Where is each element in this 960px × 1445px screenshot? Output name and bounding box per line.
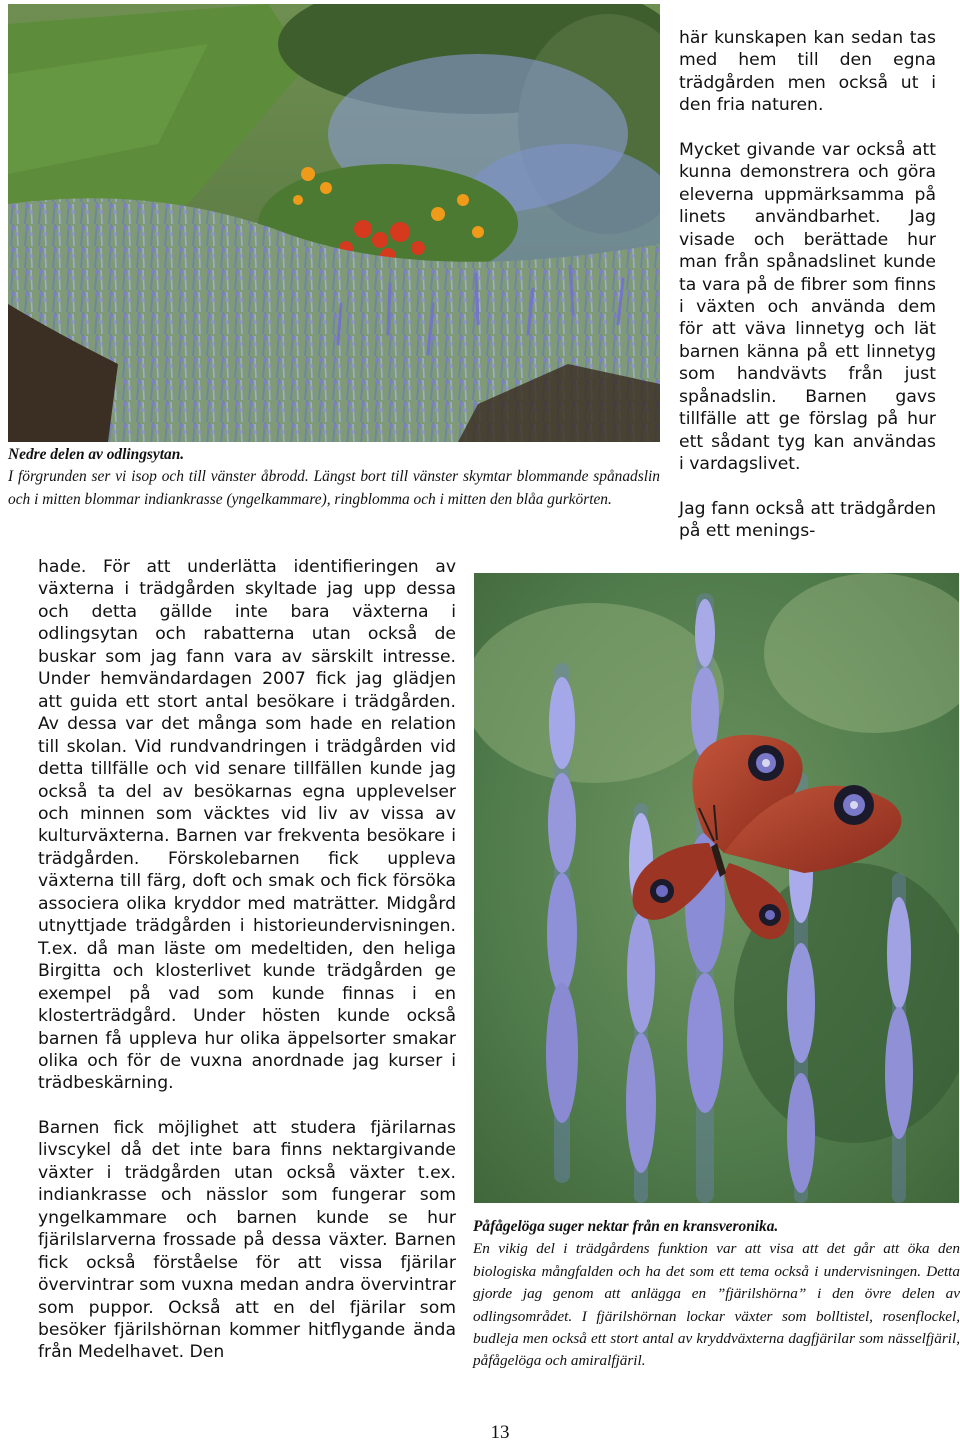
garden-photo-image [8,4,660,442]
garden-caption [8,444,660,511]
left-column-text [38,556,456,1364]
garden-caption-title: Nedre delen av odlingsytan. [8,446,185,463]
butterfly-photo-image [474,573,959,1203]
butterfly-caption [473,1216,960,1373]
right-column-text [679,27,936,543]
butterfly-caption-title: Påfågelöga suger nektar från en kransveronika. [473,1218,779,1235]
right-paragraph-1: här kunskapen kan sedan tas med hem till den egna trädgården men också ut i den fria naturen. [679,28,936,116]
garden-caption-body: I förgrunden ser vi isop och till vänster åbrodd. Längst bort till vänster skymtar blommande spånadslin och i mitten blommar indiankrasse (yngelkammare), ringblomma och i mitten den blåa gurkörten. [8,468,660,508]
page-number: 13 [490,1422,510,1443]
left-paragraph-2: Barnen fick möjlighet att studera fjärilarnas livscykel då det inte bara finns nektargivande växter i trädgården utan också växter t.ex. indiankrasse och nässlor som fungerar som yngelkammare och barnen kunde se hur fjärilslarverna frossade på dessa växter. Barnen fick också förståelse för att vissa fjärilar övervintrar som vuxna medan andra övervintrar som puppor. Också att en del fjärilar som besöker fjärilshörnan kommer hitflygande ända från Medelhavet. Den [38,1117,456,1363]
right-paragraph-2: Mycket givande var också att kunna demonstrera och göra eleverna uppmärksamma på linets användbarhet. Jag visade och berättade hur man från spånadslinet kunde ta vara på de fibrer som finns i växten och använda dem för att väva linnetyg och lät barnen känna på ett linnetyg som handvävts från just spånadslin. Barnen gavs tillfälle att ge förslag på hur ett sådant tyg kan användas i vardagslivet. [679,139,936,475]
butterfly-photo [474,573,959,1203]
butterfly-caption-body: En vikig del i trädgårdens funktion var att visa att det går att öka den biologiska mångfalden och ha det som ett tema också i undervisningen. Detta gjorde jag genom att anlägga en ”fjärilshörna” i den övre delen av odlingsområdet. I fjärilshörnan lockar växter som bolltistel, rosenflockel, budleja men också ett stort antal av kryddväxterna dagfjärilar som nässelfjäril, påfågelöga och amiralfjäril. [473,1240,960,1370]
garden-photo [8,4,660,442]
left-paragraph-1: hade. För att underlätta identifieringen av växterna i trädgården skyltade jag upp dessa och detta gällde inte bara växterna i odlingsytan och rabatterna utan också de buskar som jag fann vara av särskilt intresse. Under hemvändardagen 2007 fick jag glädjen att guida ett stort antal besökare i trädgården. Av dessa var det många som hade en relation till skolan. Vid rundvandringen i trädgården vid detta tillfälle och vid senare tillfällen kunde jag också ta del av besökarnas egna upplevelser och minnen som väcktes vid liv av vissa av kulturväxterna. Barnen var frekventa besökare i trädgården. Förskolebarnen fick uppleva växterna till färg, doft och smak och fick försöka associera olika kryddor med maträtter. Midgård utnyttjade trädgården i historieundervisningen. T.ex. då man läste om medeltiden, den heliga Birgitta och klosterlivet kunde trädgården ge exempel på vad som kunde finnas i en klosterträdgård. Under hösten kunde också barnen få uppleva hur olika äppelsorter smakar olika och för de vuxna anordnade jag kurser i trädbeskärning. [38,557,456,1094]
right-paragraph-3: Jag fann också att trädgården på ett menings- [679,498,936,542]
